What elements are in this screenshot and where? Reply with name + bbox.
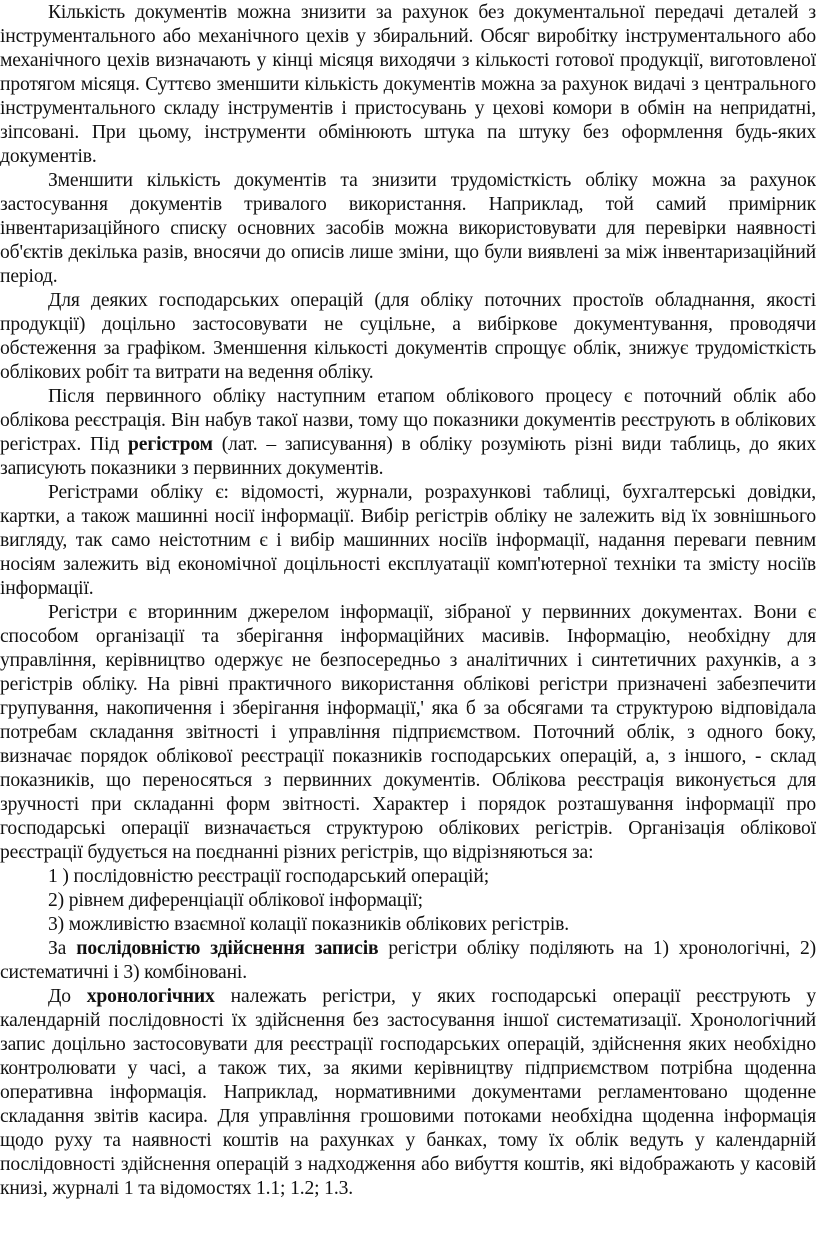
text: (лат. – записування) в обліку розуміють різні види таблиць, до яких записують показники з первинних документів. [0,434,816,479]
bold-term-register: регістром [128,434,213,455]
paragraph-document-reduction: Кількість документів можна знизити за рахунок без документальної передачі деталей з інструментального або механічного цехів у збиральний. Обсяг виробітку інструментального або механічного цехів визначають у кінці місяця виходячи з кількості готової продукції, виготовленої протягом місяця. Суттєво зменшити кількість документів можна за рахунок видачі з центрального інструментального складу інструментів і пристосувань у цехові комори в обмін на непридатні, зіпсовані. При цьому, інструменти обмінюють штука па штуку без оформлення будь-яких документів. [0,2,816,167]
paragraph-chronological-registers [0,985,816,1201]
bold-term-chronological: хронологічних [86,986,215,1007]
paragraph-long-term-documents: Зменшити кількість документів та знизити трудомісткість обліку можна за рахунок застосування документів тривалого використання. Наприклад, той самий примірник інвентаризаційного списку основних засобів можна використовувати для перевірки наявності об'єктів декілька разів, вносячи до описів лише зміни, що були виявлені за між інвентаризаційний період. [0,170,816,287]
text: За [48,938,77,959]
paragraph-registers-secondary-source: Регістри є вторинним джерелом інформації, зібраної у первинних документах. Вони є способом організації та зберігання інформаційних масивів. Інформацію, необхідну для управління, керівництво одержує не безпосередньо з аналітичних і синтетичних рахунків, а з регістрів обліку. На рівні практичного використання облікові регістри призначені забезпечити групування, накопичення і зберігання інформації,' яка б за обсягами та структурою відповідала потребам складання звітності і управління підприємством. Поточний облік, з одного боку, визначає порядок облікової реєстрації показників господарських операцій, а, з іншого, - склад показників, що переносяться з первинних документів. Облікова реєстрація виконується для зручності при складанні форм звітності. Характер і порядок розташування інформації про господарські операції визначається структурою облікових регістрів. Організація облікової реєстрації будується на поєднанні різних регістрів, що відрізняються за: [0,602,816,863]
list-item: 1 ) послідовністю реєстрації господарський операцій; [48,866,489,887]
bold-term-recording-sequence: послідовністю здійснення записів [76,938,379,959]
list-item: 2) рівнем диференціації облікової інформації; [48,890,423,911]
paragraph-register-definition [0,385,816,481]
paragraph-selective-documentation: Для деяких господарських операцій (для обліку поточних простоїв обладнання, якості продукції) доцільно застосовувати не суцільне, а вибіркове документування, проводячи обстеження за графіком. Зменшення кількості документів спрощує облік, знижує трудомісткість облікових робіт та витрати на ведення обліку. [0,290,816,383]
paragraph-register-types: Регістрами обліку є: відомості, журнали, розрахункові таблиці, бухгалтерські довідки, картки, а також машинні носії інформації. Вибір регістрів обліку не залежить від їх зовнішнього вигляду, так само неістотним є і вибір машинних носіїв інформації, надання переваги певним носіям залежить від економічної доцільності експлуатації комп'ютерної техніки та змісту носіїв інформації. [0,482,816,599]
text: До [48,986,87,1007]
text: регістри обліку поділяють на 1) хронологічні, 2) систематичні і 3) комбіновані. [0,938,816,983]
list-item: 3) можливістю взаємної колації показників облікових регістрів. [48,914,569,935]
text: Після первинного обліку наступним етапом облікового процесу є поточний облік або облікова реєстрація. Він набув такої назви, тому що показники документів реєструють в облікових регістрах. Під [0,386,816,455]
text: належать регістри, у яких господарські операції реєструють у календарній послідовності їх здійснення без застосування іншої систематизації. Хронологічний запис доцільно застосовувати для реєстрації господарських операцій, здійснення яких необхідно контролювати у часі, а також тих, за якими керівництву підприємством потрібна щоденна оперативна інформація. Наприклад, нормативними документами регламентовано щоденне складання звітів касира. Для управління грошовими потоками необхідна щоденна інформація щодо руху та наявності коштів на рахунках у банках, тому їх облік ведуть у календарній послідовності здійснення операцій з надходження або вибуття коштів, які відображають у касовій книзі, журналі 1 та відомостях 1.1; 1.2; 1.3. [0,986,816,1199]
paragraph-recording-sequence [0,937,816,985]
